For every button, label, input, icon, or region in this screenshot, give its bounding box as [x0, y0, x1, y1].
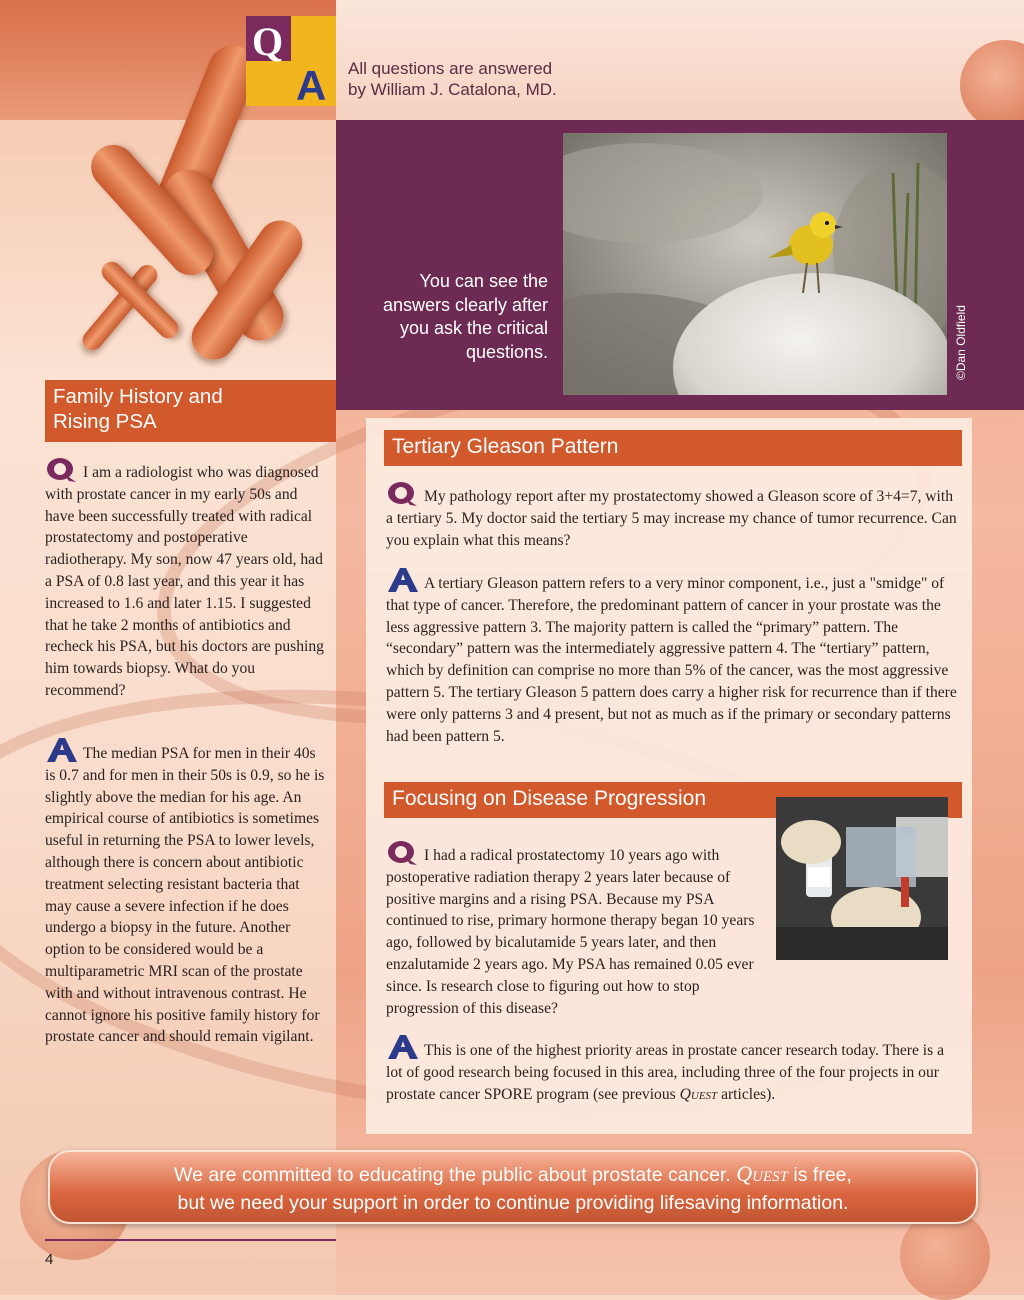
- banner-line-1-prefix: We are committed to educating the public about prostate cancer.: [174, 1164, 731, 1186]
- section-title: Focusing on Disease Progression: [392, 787, 706, 810]
- question-text: My pathology report after my prostatectomy showed a Gleason score of 3+4=7, with a tertiary 5. My doctor said the tertiary 5 may increase my chance of tumor recurrence. Can you explain what this means?: [386, 488, 957, 549]
- warbler-on-rock-image: [563, 133, 947, 395]
- section-title: Tertiary Gleason Pattern: [392, 435, 619, 458]
- caption-line: you ask the critical: [399, 318, 548, 338]
- answer-text: The median PSA for men in their 40s is 0.7 and for men in their 50s is 0.9, so he is slightly above the median for his age. An empirical course of antibiotics is sometimes useful in returning the PSA to lower levels, although there is concern about antibiotic treatment selecting resistant bacteria that may cause a severe infection if he does undergo a biopsy in the future. Another option to be considered would be a multiparametric MRI scan of the prostate with and without intravenous contrast. He cannot ignore his positive family history for prostate cancer and should remain vigilant.: [45, 745, 325, 1046]
- answer-text-end: articles).: [721, 1085, 776, 1103]
- question-icon: [386, 481, 420, 507]
- tertiary-answer: [386, 568, 964, 747]
- progression-answer: [386, 1035, 964, 1105]
- answer-text: A tertiary Gleason pattern refers to a very minor component, i.e., just a "smidge" of that type of cancer. Therefore, the predominant pattern of cancer in your prostate was the less aggressive pattern 3. The majority pattern is called the “primary” pattern. The “secondary” pattern was the intermediately aggressive pattern 4. The “tertiary” pattern, which by definition can comprise no more than 5% of the cancer, was the most aggressive pattern 5. The tertiary Gleason 5 pattern does carry a higher risk for recurrence than if there were only patterns 3 and 4 present, but not as much as if the primary or secondary patterns had been pattern 5.: [386, 575, 957, 745]
- question-text: I am a radiologist who was diagnosed with prostate cancer in my early 50s and have been successfully treated with radical prostatectomy and postoperative radiotherapy. My son, now 47 years old, had a PSA of 0.8 last year, and this year it has increased to 1.6 and later 1.15. I suggested that he take 2 months of antibiotics and recheck his PSA, but his doctors are pushing him towards biopsy. What do you recommend?: [45, 464, 324, 699]
- hero-caption: [350, 270, 548, 364]
- section-header-family-history: [45, 380, 336, 442]
- quest-brand-name: Quest: [679, 1085, 718, 1103]
- support-banner: [48, 1150, 978, 1224]
- answer-icon: [45, 738, 79, 762]
- caption-line: questions.: [465, 341, 548, 362]
- answer-icon: [386, 1035, 420, 1059]
- answer-text: This is one of the highest priority areas in prostate cancer research today. There is a lot of good research being focused in this area, including three of the four projects in our prostate cancer SPORE program (see previous: [386, 1042, 945, 1103]
- page-number: 4: [45, 1251, 54, 1268]
- progression-question: [386, 840, 766, 1019]
- question-icon: [386, 840, 420, 866]
- section-title-line: Rising PSA: [53, 410, 157, 433]
- byline-line-2: by William J. Catalona, MD.: [348, 80, 557, 99]
- banner-text: [50, 1160, 976, 1217]
- caption-line: You can see the: [419, 271, 548, 291]
- family-history-question: [45, 457, 327, 702]
- section-header-tertiary-gleason: [384, 430, 962, 466]
- quest-brand-name: Quest: [736, 1161, 788, 1186]
- banner-line-2: but we need your support in order to continue providing lifesaving information.: [177, 1192, 849, 1214]
- lab-research-image: [776, 797, 948, 960]
- banner-line-1: [50, 1160, 976, 1189]
- footer-rule: [45, 1239, 336, 1241]
- lab-photo: [776, 797, 948, 960]
- bird-photo: [563, 133, 947, 395]
- byline-line-1: All questions are answered: [348, 59, 553, 78]
- caption-line: answers clearly after: [382, 294, 548, 315]
- answer-icon: [386, 568, 420, 592]
- banner-line-1-suffix: is free,: [793, 1164, 852, 1186]
- family-history-answer: [45, 738, 327, 1048]
- section-title-line: Family History and: [53, 385, 223, 408]
- tertiary-question: [386, 481, 960, 551]
- qa-logo: Q A: [246, 16, 336, 106]
- question-icon: [45, 457, 79, 483]
- photo-credit: ©Dan Oldfield: [954, 305, 968, 380]
- question-text: I had a radical prostatectomy 10 years ago with postoperative radiation therapy 2 years later because of positive margins and a rising PSA. Because my PSA continued to rise, primary hormone therapy began 10 years ago, followed by bicalutamide 5 years later, and then enzalutamide 2 years ago. My PSA has remained 0.05 ever since. Is research close to figuring out how to stop progression of this disease?: [386, 847, 755, 1017]
- byline: [348, 58, 557, 100]
